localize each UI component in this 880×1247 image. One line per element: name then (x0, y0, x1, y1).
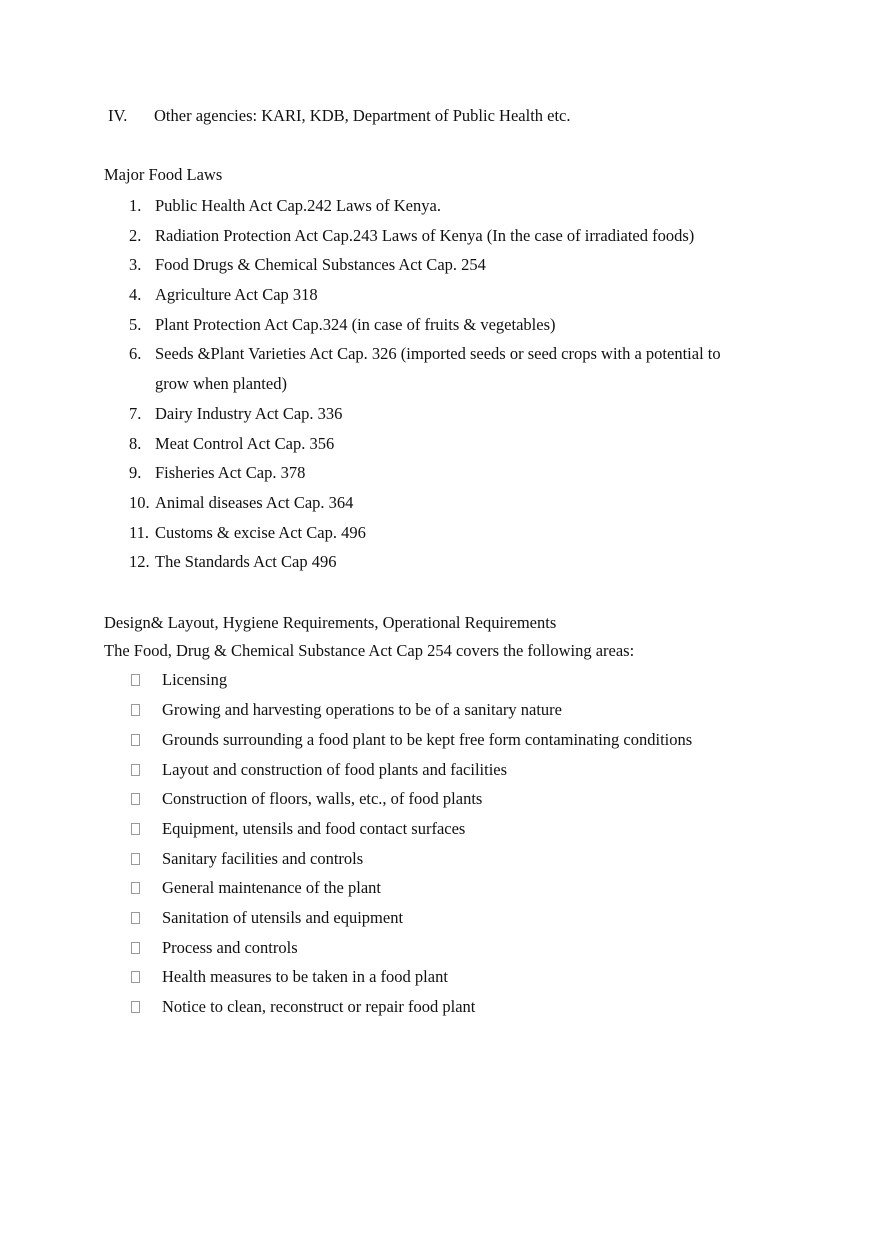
list-item: Agriculture Act Cap 318 (155, 285, 318, 304)
list-item: The Standards Act Cap 496 (155, 552, 337, 571)
list-item-number: 8. (129, 434, 142, 453)
list-item-number: 9. (129, 463, 142, 482)
major-food-laws-heading: Major Food Laws (104, 165, 223, 184)
list-item: Plant Protection Act Cap.324 (in case of fruits & vegetables) (155, 315, 556, 334)
bullet-box-icon (131, 823, 140, 835)
list-item-number: 2. (129, 226, 142, 245)
list-item-number: 4. (129, 285, 142, 304)
list-item: Equipment, utensils and food contact surfaces (162, 819, 466, 838)
list-item: Layout and construction of food plants and facilities (162, 760, 508, 779)
list-item: Meat Control Act Cap. 356 (155, 434, 335, 453)
list-item: Construction of floors, walls, etc., of food plants (162, 789, 483, 808)
list-item: Notice to clean, reconstruct or repair food plant (162, 997, 476, 1016)
list-item-number: 6. (129, 344, 142, 363)
list-item: Seeds &Plant Varieties Act Cap. 326 (imported seeds or seed crops with a potential to (155, 344, 721, 363)
bullet-box-icon (131, 882, 140, 894)
requirements-intro: The Food, Drug & Chemical Substance Act Cap 254 covers the following areas: (104, 641, 635, 660)
list-item: Animal diseases Act Cap. 364 (155, 493, 354, 512)
bullet-box-icon (131, 853, 140, 865)
bullet-box-icon (131, 942, 140, 954)
bullet-box-icon (131, 912, 140, 924)
list-item: Licensing (162, 670, 228, 689)
list-item: Process and controls (162, 938, 298, 957)
list-item-number: 7. (129, 404, 142, 423)
list-item-number: 10. (129, 493, 150, 512)
list-item: Health measures to be taken in a food plant (162, 967, 448, 986)
list-item-number: 5. (129, 315, 142, 334)
bullet-box-icon (131, 734, 140, 746)
list-item: Growing and harvesting operations to be of a sanitary nature (162, 700, 563, 719)
list-item: Public Health Act Cap.242 Laws of Kenya. (155, 196, 441, 215)
list-item: Fisheries Act Cap. 378 (155, 463, 306, 482)
list-item: Food Drugs & Chemical Substances Act Cap. 254 (155, 255, 486, 274)
list-item: Grounds surrounding a food plant to be kept free form contaminating conditions (162, 730, 693, 749)
list-item-number: 1. (129, 196, 142, 215)
bullet-box-icon (131, 1001, 140, 1013)
list-item: Sanitation of utensils and equipment (162, 908, 404, 927)
list-item-number: 12. (129, 552, 150, 571)
list-item: Customs & excise Act Cap. 496 (155, 523, 366, 542)
list-item: Dairy Industry Act Cap. 336 (155, 404, 343, 423)
bullet-box-icon (131, 674, 140, 686)
list-item-number: 11. (129, 523, 150, 542)
agencies-text: Other agencies: KARI, KDB, Department of Public Health etc. (154, 106, 571, 125)
list-item: Radiation Protection Act Cap.243 Laws of Kenya (In the case of irradiated foods) (155, 226, 695, 245)
list-item: General maintenance of the plant (162, 878, 381, 897)
bullet-box-icon (131, 764, 140, 776)
list-item: Sanitary facilities and controls (162, 849, 364, 868)
requirements-heading: Design& Layout, Hygiene Requirements, Operational Requirements (104, 613, 557, 632)
bullet-box-icon (131, 971, 140, 983)
list-item-continuation: grow when planted) (155, 374, 287, 393)
bullet-box-icon (131, 793, 140, 805)
bullet-box-icon (131, 704, 140, 716)
agencies-numeral: IV. (108, 106, 128, 125)
list-item-number: 3. (129, 255, 142, 274)
